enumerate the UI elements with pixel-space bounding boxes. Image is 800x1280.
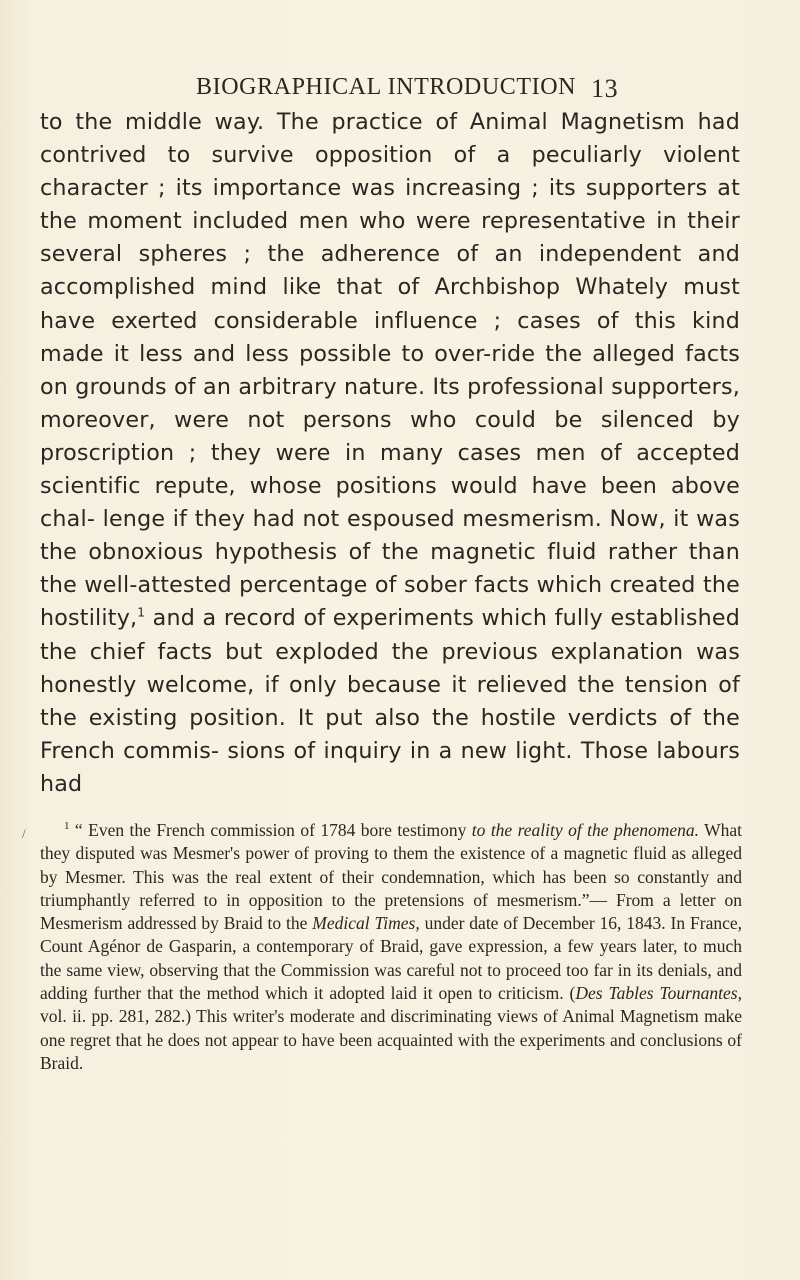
footnote-text-4: vol. ii. pp. 281, 282.) This writer's moderate and discriminating views of Animal Magnetism make one regret that he does not appear to have been acquainted with the experiments and conclusions of Braid. [40, 1006, 742, 1073]
body-paragraph [40, 106, 740, 801]
header-title: BIOGRAPHICAL INTRODUCTION [196, 74, 577, 100]
footnote-text-3: under date of December 16, 1843. In France, Count Agénor de Gasparin, a contemporary of Braid, gave expression, a few years later, to much the same view, observing that the Commission was careful not to proceed too far in its denials, and adding further that the method which it adopted laid it open to criticism. ( [40, 913, 742, 1004]
body-text-part2: and a record of experiments which fully established the chief facts but exploded the previous explanation was honestly welcome, if only because it relieved the tension of the existing position. It put also the hostile verdicts of the French commis- sions of inquiry in a new light. Those labours had [40, 605, 740, 797]
footnote-italic-3: Des Tables Tournantes, [575, 983, 742, 1004]
footnote-text-1: “ Even the French commission of 1784 bore testimony [69, 820, 472, 840]
footnote-italic-2: Medical Times, [312, 913, 420, 934]
footnote-reference: 1 [137, 606, 146, 621]
body-text-part1: to the middle way. The practice of Animal Magnetism had contrived to survive opposition of a peculiarly violent character ; its importance was increasing ; its supporters at the moment included men who were representative in their several spheres ; the adherence of an independent and accomplished mind like that of Archbishop Whately must have exerted considerable influence ; cases of this kind made it less and less possible to over-ride the alleged facts on grounds of an arbitrary nature. Its professional supporters, moreover, were not persons who could be silenced by proscription ; they were in many cases men of accepted scientific repute, whose positions would have been above chal- lenge if they had not espoused mesmerism. Now, it was the obnoxious hypothesis of the magnetic fluid rather than the well-attested percentage of sober facts which created the hostility, [40, 109, 740, 632]
stray-pencil-mark: / [22, 826, 26, 841]
footnote-italic-1: to the reality of the phenomena. [471, 820, 699, 840]
footnote [40, 819, 742, 1075]
footnote-marker: 1 [64, 820, 70, 833]
page-number: 13 [591, 74, 619, 103]
running-header [196, 74, 626, 101]
footnote-text-2: What they disputed was Mesmer's power of proving to them the existence of a magnetic fluid as alleged by Mesmer. This was the real extent of their condemnation, which has been so constantly and triumphantly referred to in opposition to the pretensions of mesmerism.”— From a letter on Mesmerism addressed by Braid to the [40, 820, 743, 934]
